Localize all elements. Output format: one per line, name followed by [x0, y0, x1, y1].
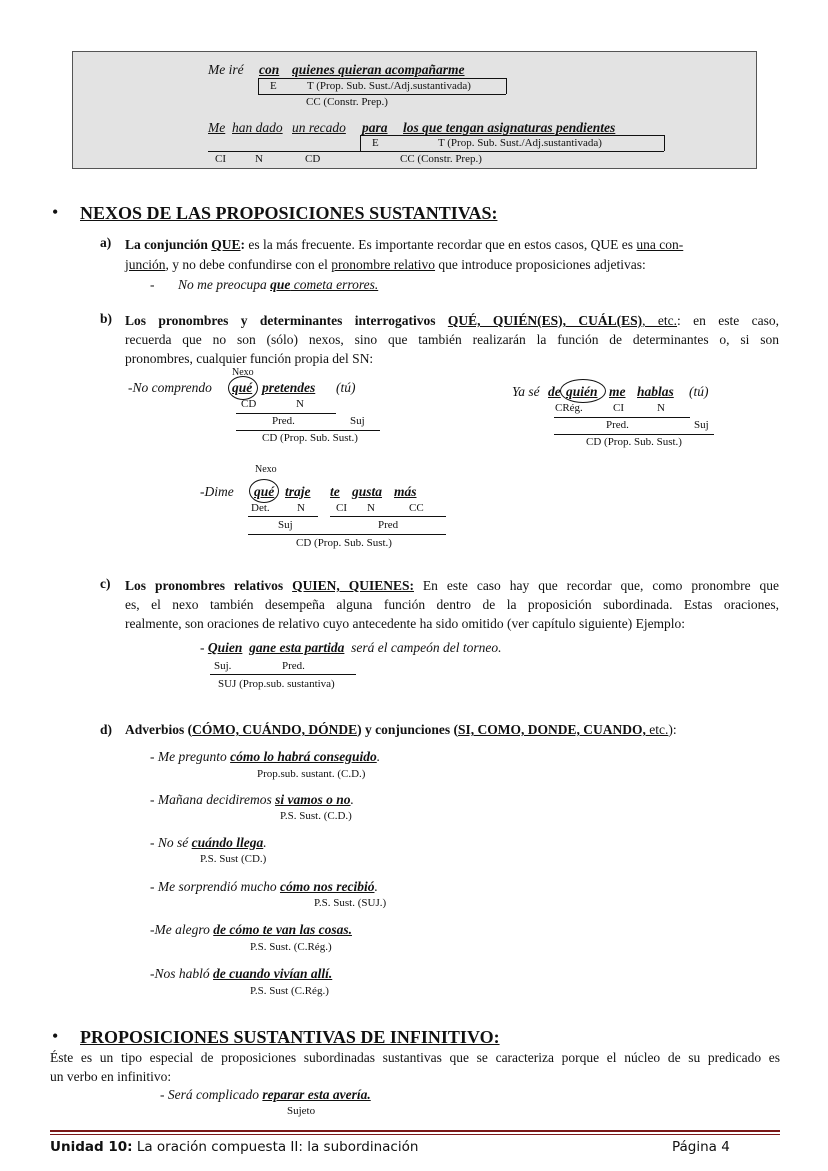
d-example-6: -Nos habló de cuando vivían allí.	[150, 966, 333, 981]
b-ex3-que: qué	[254, 484, 275, 499]
section2-title: PROPOSICIONES SUSTANTIVAS DE INFINITIVO:	[80, 1027, 500, 1047]
a-paragraph: La conjunción QUE: es la más frecuente. Es importante recordar que en estos casos, QUE es una con- junción, y no debe confundirse con el pronombre relativo que introduce proposiciones adjetivas:	[125, 237, 684, 272]
b-ex1-nexo-label: Nexo	[232, 367, 254, 378]
c-example: - Quien gane esta partida será el campeón del torneo.	[200, 640, 502, 655]
footer-page: Página 4	[672, 1139, 730, 1155]
d-example-3: - No sé cuándo llega.	[150, 835, 267, 850]
b-ex1-verb: pretendes	[262, 380, 316, 395]
c-prop: SUJ (Prop.sub. sustantiva)	[218, 678, 335, 690]
section2-bullet: •	[52, 1026, 59, 1046]
b-line3: pronombres, cualquier función propia del SN:	[125, 351, 374, 366]
d-example-4-label: P.S. Sust. (SUJ.)	[314, 897, 387, 909]
b-ex2-quien: quién	[566, 384, 598, 399]
d-example-5: -Me alegro de cómo te van las cosas.	[150, 922, 352, 937]
b-ex3-cc: CC	[409, 502, 424, 514]
b-ex3-te: te	[330, 484, 340, 499]
box-ex1-cc: CC (Constr. Prep.)	[306, 96, 388, 108]
b-ex1-que: qué	[232, 380, 253, 395]
b-line2: recuerda que no son (sólo) nexos, sino que también realizarán la función de determinantes o, si son	[125, 332, 779, 347]
footer-rule-thin	[50, 1134, 780, 1135]
d-example-3-label: P.S. Sust (CD.)	[200, 853, 267, 865]
section2-example: - Será complicado reparar esta avería.	[160, 1087, 371, 1102]
a-example: No me preocupa que cometa errores.	[178, 277, 379, 292]
b-ex2-pred: Pred.	[606, 419, 629, 431]
b-ex2-de: de	[548, 384, 561, 399]
footer-unit: Unidad 10: La oración compuesta II: la subordinación	[50, 1139, 419, 1155]
b-ex2-prop: CD (Prop. Sub. Sust.)	[586, 436, 682, 448]
box-ex1-pre: Me iré	[208, 62, 244, 77]
b-ex1-pre: -No comprendo	[128, 380, 212, 395]
b-ex1-n: N	[296, 398, 304, 410]
box-ex1-nexo: con	[259, 62, 280, 77]
box-ex1-rest: quienes quieran acompañarme	[292, 62, 465, 77]
b-ex1-cd: CD	[241, 398, 257, 410]
box-ex2-cc: CC (Constr. Prep.)	[400, 153, 482, 165]
box-ex2-me: Me	[208, 120, 226, 135]
d-example-6-label: P.S. Sust (C.Rég.)	[250, 985, 329, 997]
b-line1: Los pronombres y determinantes interrogativos QUÉ, QUIÉN(ES), CUÁL(ES), etc.: en este caso,	[125, 313, 779, 328]
b-ex1-suj: Suj	[350, 415, 365, 427]
b-ex3-det: Det.	[251, 502, 270, 514]
box-ex1-e: E	[270, 80, 277, 92]
section2-line2: un verbo en infinitivo:	[50, 1069, 172, 1084]
c-line2: es, el nexo también desempeña alguna función dentro de la proposición subordinada. Estas oraciones,	[125, 597, 779, 612]
b-ex2-pre: Ya sé	[512, 384, 540, 399]
b-ex3-circle	[249, 479, 279, 503]
c-label: c)	[100, 576, 111, 591]
d-title: Adverbios (CÓMO, CUÁNDO, DÓNDE) y conjunciones (SI, COMO, DONDE, CUANDO, etc.):	[125, 722, 677, 737]
b-ex3-ci: CI	[336, 502, 347, 514]
d-example-1: - Me pregunto cómo lo habrá conseguido.	[150, 749, 381, 764]
box-ex2-rest: los que tengan asignaturas pendientes	[403, 120, 616, 135]
b-ex2-creg: CRég.	[555, 402, 583, 414]
a-label: a)	[100, 235, 112, 250]
section1-bullet: •	[52, 202, 59, 222]
b-ex1-tu: (tú)	[336, 380, 356, 395]
b-ex2-circle	[560, 379, 606, 403]
section1-title: NEXOS DE LAS PROPOSICIONES SUSTANTIVAS:	[80, 203, 498, 223]
d-example-2-label: P.S. Sust. (C.D.)	[280, 810, 352, 822]
b-ex3-suj: Suj	[278, 519, 293, 531]
b-ex3-pre: -Dime	[200, 484, 234, 499]
b-ex3-n: N	[297, 502, 305, 514]
c-suj: Suj.	[214, 660, 232, 672]
b-ex3-traje: traje	[285, 484, 311, 499]
b-ex1-prop: CD (Prop. Sub. Sust.)	[262, 432, 358, 444]
c-pred: Pred.	[282, 660, 305, 672]
b-ex2-tu: (tú)	[689, 384, 709, 399]
b-ex3-gusta: gusta	[352, 484, 383, 499]
b-ex2-suj: Suj	[694, 419, 709, 431]
box-ex2-han-dado: han dado	[232, 120, 283, 135]
box-ex2-cd: CD	[305, 153, 321, 165]
section2-example-label: Sujeto	[287, 1105, 316, 1117]
b-ex2-n: N	[657, 402, 665, 414]
d-example-5-label: P.S. Sust. (C.Rég.)	[250, 941, 332, 953]
section2-line1: Éste es un tipo especial de proposiciones subordinadas sustantivas que se caracteriza porque el núcleo de su predicado es	[50, 1050, 780, 1065]
b-ex3-mas: más	[394, 484, 417, 499]
a-dash: -	[150, 277, 155, 292]
b-ex2-ci: CI	[613, 402, 624, 414]
c-line1: Los pronombres relativos QUIEN, QUIENES: En este caso hay que recordar que, como pronombre que	[125, 578, 779, 593]
box-ex2-ci: CI	[215, 153, 226, 165]
box-ex2-e: E	[372, 137, 379, 149]
b-ex2-me: me	[609, 384, 626, 399]
d-example-2: - Mañana decidiremos si vamos o no.	[150, 792, 354, 807]
box-ex2-t: T (Prop. Sub. Sust./Adj.sustantivada)	[438, 137, 602, 149]
b-ex3-n2: N	[367, 502, 375, 514]
box-ex1-t: T (Prop. Sub. Sust./Adj.sustantivada)	[307, 80, 471, 92]
footer-rule	[50, 1130, 780, 1132]
box-ex2-para: para	[362, 120, 388, 135]
b-ex1-pred: Pred.	[272, 415, 295, 427]
d-example-1-label: Prop.sub. sustant. (C.D.)	[257, 768, 366, 780]
d-label: d)	[100, 722, 113, 737]
b-ex3-pred: Pred	[378, 519, 399, 531]
b-ex2-hablas: hablas	[637, 384, 674, 399]
c-line3: realmente, son oraciones de relativo cuyo antecedente ha sido omitido (ver capítulo siguiente) Ejemplo:	[125, 616, 686, 631]
b-ex3-prop: CD (Prop. Sub. Sust.)	[296, 537, 392, 549]
box-ex2-un-recado: un recado	[292, 120, 346, 135]
box-ex2-n: N	[255, 153, 263, 165]
b-label: b)	[100, 311, 113, 326]
b-ex1-circle	[228, 376, 258, 400]
b-ex3-nexo-label: Nexo	[255, 464, 277, 475]
d-example-4: - Me sorprendió mucho cómo nos recibió.	[150, 879, 378, 894]
